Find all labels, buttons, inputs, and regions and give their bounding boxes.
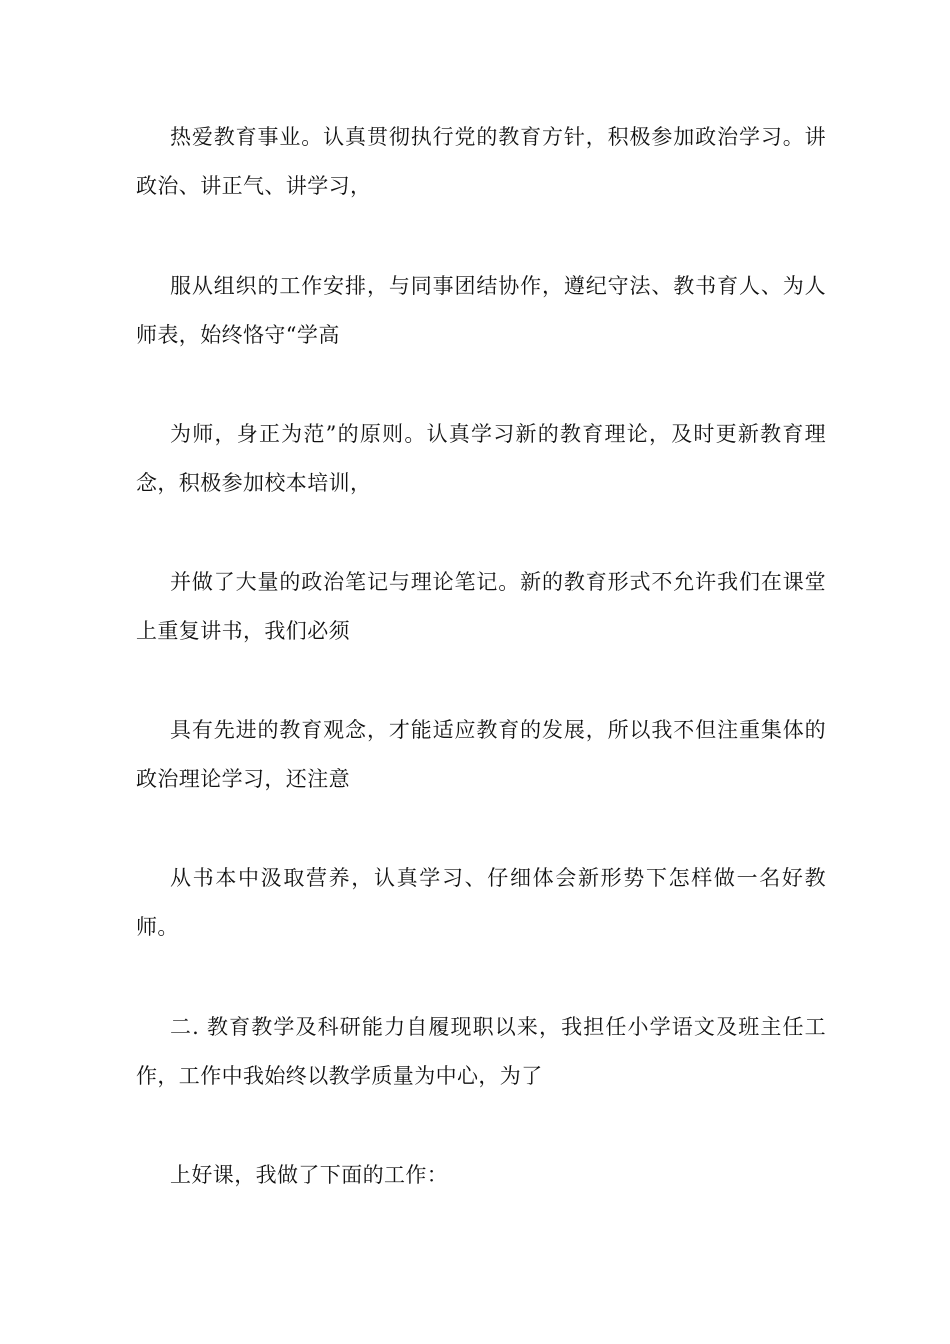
section-heading-paragraph: 二. 教育教学及科研能力自履现职以来，我担任小学语文及班主任工作，工作中我始终以教学质量为中心，为了 (136, 1015, 826, 1088)
paragraph-6: 从书本中汲取营养，认真学习、仔细体会新形势下怎样做一名好教师。 (136, 866, 826, 939)
paragraph-4: 并做了大量的政治笔记与理论笔记。新的教育形式不允许我们在课堂上重复讲书，我们必须 (136, 570, 826, 643)
paragraph-3: 为师，身正为范”的原则。认真学习新的教育理论，及时更新教育理念，积极参加校本培训， (136, 422, 826, 495)
paragraph-1: 热爱教育事业。认真贯彻执行党的教育方针，积极参加政治学习。讲政治、讲正气、讲学习， (136, 125, 826, 198)
paragraph-8: 上好课，我做了下面的工作： (170, 1163, 449, 1187)
paragraph-5: 具有先进的教育观念，才能适应教育的发展，所以我不但注重集体的政治理论学习，还注意 (136, 718, 826, 791)
paragraph-2: 服从组织的工作安排，与同事团结协作，遵纪守法、教书育人、为人师表，始终恪守“学高 (136, 274, 826, 347)
